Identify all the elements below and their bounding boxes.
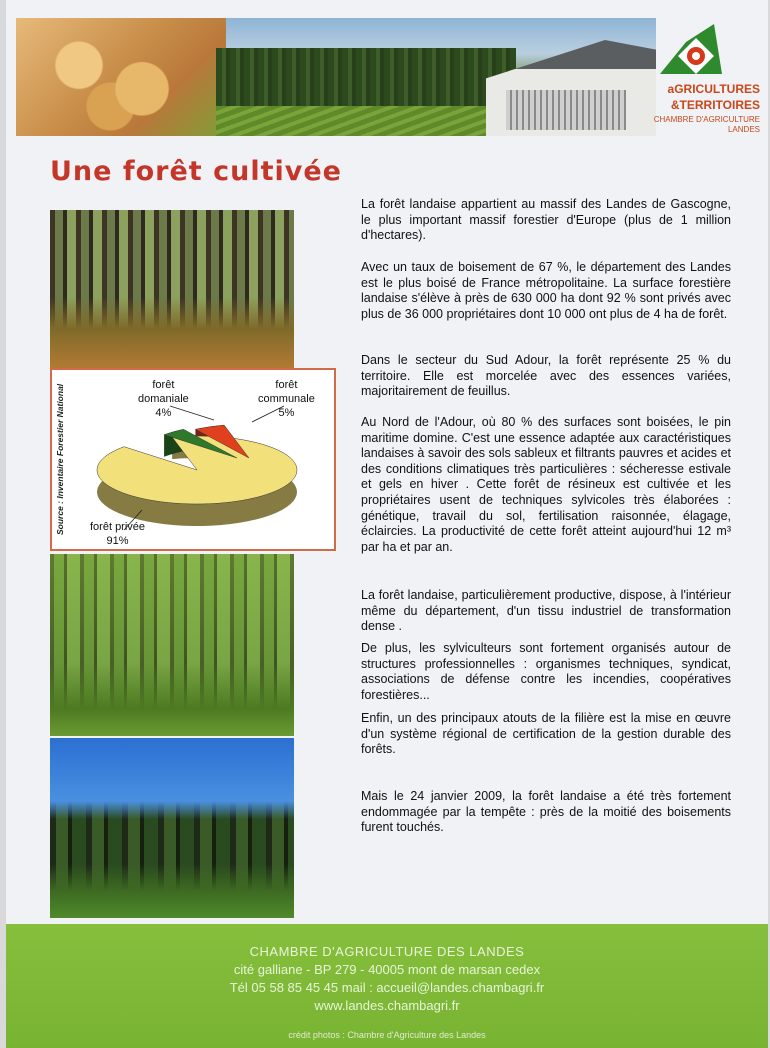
chart-source-label: Source : Inventaire Forestier National — [55, 383, 65, 535]
label-privee — [90, 520, 145, 548]
paragraph-boisement: Avec un taux de boisement de 67 %, le département des Landes est le plus boisé de France métropolitaine. La surface forestière landaise s'élève à près de 630 000 ha dont 92 % sont privés avec plus de 36 000 propriétaires dont 10 000 ont plus de 4 ha de forêt. — [361, 260, 731, 321]
agricultures-territoires-logo — [653, 22, 760, 138]
paragraph-massif: La forêt landaise appartient au massif des Landes de Gascogne, le plus important massif forestier d'Europe (plus de 1 million d'hectares). — [361, 197, 731, 243]
pine-forest-photo — [50, 210, 294, 368]
footer-organisation: CHAMBRE D'AGRICULTURE DES LANDES — [249, 944, 525, 959]
logo-mark-icon — [656, 22, 726, 82]
page-title: Une forêt cultivée — [50, 156, 342, 187]
pie-slice-top — [97, 436, 297, 504]
logo-line-chambre: CHAMBRE D'AGRICULTURE — [653, 115, 760, 124]
footer-phone-mail: Tél 05 58 85 45 45 mail : accueil@landes.chambagri.fr — [229, 980, 545, 995]
footer-address: cité galliane - BP 279 - 40005 mont de marsan cedex — [233, 962, 541, 977]
paragraph-organisation: De plus, les sylviculteurs sont fortement organisés autour de structures professionnelles : organismes techniques, syndicat, associations de défense contre les incendies, coopératives forestières... — [361, 641, 731, 702]
paragraph-sud-adour: Dans le secteur du Sud Adour, la forêt représente 25 % du territoire. Elle est morcelée avec des essences variées, majoritairement de feuillus. — [361, 353, 731, 399]
forestry-machine-photo — [50, 738, 294, 918]
label-communale-name: forêt communale — [258, 379, 315, 405]
footer-photo-credit: crédit photos : Chambre d'Agriculture des Landes — [288, 1030, 486, 1040]
header-banner-photo — [16, 18, 656, 136]
label-communale-value: 5% — [278, 407, 295, 419]
paragraph-tempete: Mais le 24 janvier 2009, la forêt landaise a été très fortement endommagée par la tempête : près de la moitié des boisements furent touchés. — [361, 789, 731, 835]
paragraph-nord-adour: Au Nord de l'Adour, où 80 % des surfaces sont boisées, le pin maritime domine. C'est une essence adaptée aux caractéristiques landaises à savoir des sols sableux et filtrants pauvres et acides et des conditions climatiques très particulières : sécheresse estivale et gels en hiver . Cette forêt de résineux est cultivée et les propriétaires usent de techniques sylvicoles très élaborées : génétique, travail du sol, fertilisation raisonnée, élagage, éclaircies. La productivité de cette forêt atteint aujourd'hui 12 m³ par ha et par an. — [361, 415, 731, 554]
label-domaniale — [138, 378, 189, 420]
deciduous-forest-photo — [50, 554, 294, 736]
footer-website: www.landes.chambagri.fr — [314, 998, 460, 1013]
footer-contact — [6, 924, 768, 1048]
logo-line-landes: LANDES — [727, 125, 760, 134]
logo-line-agricultures: aGRICULTURES — [667, 82, 760, 96]
grain-in-hands-image — [16, 18, 226, 136]
logo-line-territoires: &TERRITOIRES — [670, 98, 760, 112]
field-image — [216, 106, 516, 136]
paragraph-industrie: La forêt landaise, particulièrement productive, dispose, à l'intérieur même du département, d'un tissu industriel de transformation dense . — [361, 588, 731, 634]
label-domaniale-name: forêt domaniale — [138, 379, 189, 405]
poster-sheet — [6, 0, 768, 1048]
pine-forest-image — [216, 48, 516, 108]
label-domaniale-value: 4% — [155, 407, 172, 419]
label-privee-name: forêt privée — [90, 521, 146, 533]
paragraph-certification: Enfin, un des principaux atouts de la filière est la mise en œuvre d'un système régional de certification de la gestion durable des forêts. — [361, 711, 731, 757]
forest-ownership-pie-chart — [50, 368, 336, 551]
label-communale — [258, 378, 315, 420]
label-privee-value: 91% — [106, 535, 129, 547]
